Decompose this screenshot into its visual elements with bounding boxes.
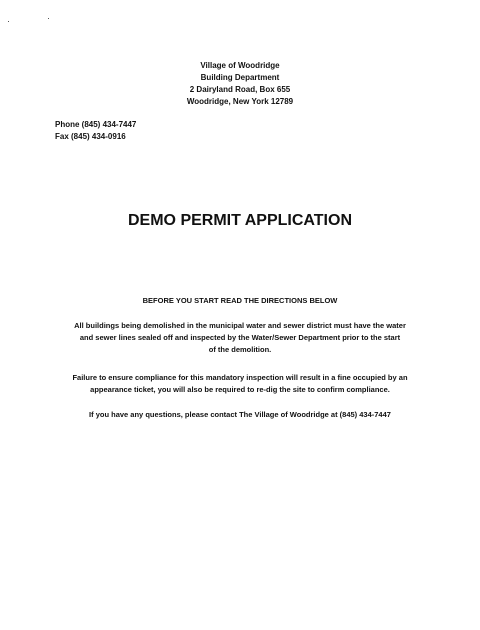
paragraph-line: Failure to ensure compliance for this mandatory inspection will result in a fine occupied by an: [72, 373, 408, 382]
letterhead: [0, 60, 480, 108]
paragraph-line: and sewer lines sealed off and inspected by the Water/Sewer Department prior to the start: [79, 333, 401, 342]
paragraph-line: If you have any questions, please contact The Village of Woodridge at (845) 434-7447: [89, 410, 391, 419]
paragraph-line: All buildings being demolished in the municipal water and sewer district must have the water: [74, 321, 406, 330]
fax-number: Fax (845) 434-0916: [55, 132, 126, 141]
letterhead-department: Building Department: [200, 73, 280, 82]
scan-speck: [8, 21, 9, 22]
directions-heading: BEFORE YOU START READ THE DIRECTIONS BELOW: [142, 296, 338, 305]
paragraph-line: of the demolition.: [208, 345, 272, 354]
phone-number: Phone (845) 434-7447: [55, 120, 137, 129]
letterhead-city: Woodridge, New York 12789: [186, 97, 294, 106]
letterhead-village: Village of Woodridge: [200, 61, 280, 70]
paragraph-line: appearance ticket, you will also be required to re-dig the site to confirm compliance.: [90, 385, 390, 394]
letterhead-street: 2 Dairyland Road, Box 655: [189, 85, 291, 94]
contact-info: [55, 119, 136, 143]
questions-paragraph: [40, 409, 440, 421]
scan-speck: [48, 18, 49, 19]
water-sewer-paragraph: [40, 320, 440, 356]
page-title: DEMO PERMIT APPLICATION: [128, 212, 352, 229]
compliance-paragraph: [40, 372, 440, 396]
